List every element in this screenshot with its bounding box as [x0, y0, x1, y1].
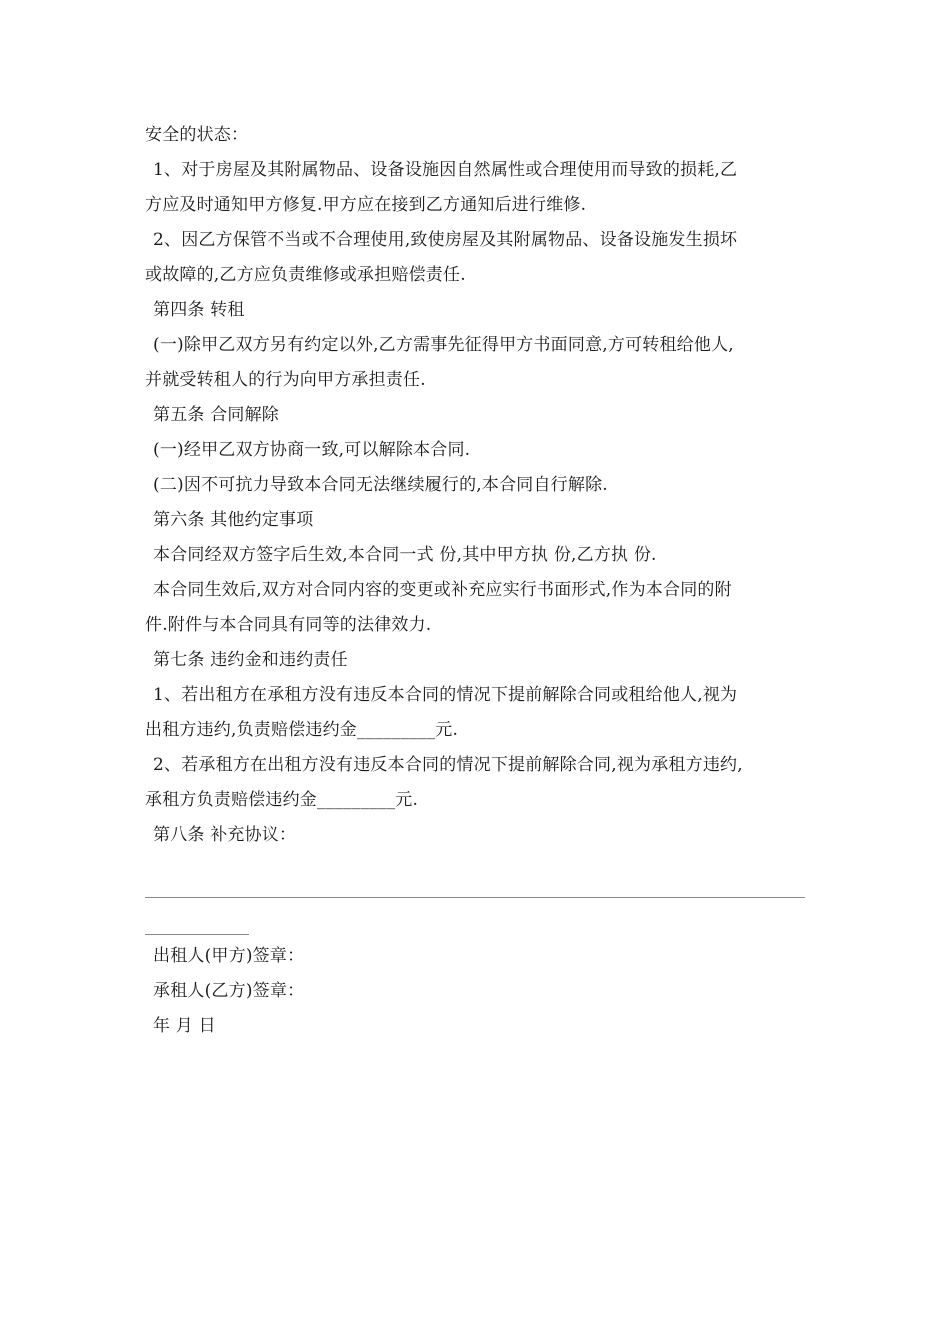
text-line: 安全的状态：: [145, 125, 249, 145]
date-label: 年 月 日: [153, 1016, 216, 1036]
text-line: (一)除甲乙双方另有约定以外,乙方需事先征得甲方书面同意,方可转租给他人,: [153, 335, 734, 355]
article-heading: 第七条 违约金和违约责任: [153, 650, 348, 670]
text-line: 并就受转租人的行为向甲方承担责任.: [145, 370, 426, 390]
text-line: 2、若承租方在出租方没有违反本合同的情况下提前解除合同,视为承租方违约,: [153, 755, 743, 775]
text-line: 承租方负责赔偿违约金_________元.: [145, 790, 419, 810]
text-line: 出租方违约,负责赔偿违约金_________元.: [145, 720, 459, 740]
article-heading: 第八条 补充协议：: [153, 825, 297, 845]
text-line: (一)经甲乙双方协商一致,可以解除本合同.: [153, 440, 471, 460]
text-line: (二)因不可抗力导致本合同无法继续履行的,本合同自行解除.: [153, 475, 608, 495]
article-heading: 第五条 合同解除: [153, 405, 280, 425]
lessor-signature-label: 出租人(甲方)签章：: [153, 946, 305, 966]
article-heading: 第六条 其他约定事项: [153, 510, 314, 530]
article-heading: 第四条 转租: [153, 300, 245, 320]
lessee-signature-label: 承租人(乙方)签章：: [153, 981, 305, 1001]
text-line: 1、对于房屋及其附属物品、设备设施因自然属性或合理使用而导致的损耗,乙: [153, 160, 738, 180]
text-line: 方应及时通知甲方修复.甲方应在接到乙方通知后进行维修.: [145, 195, 587, 215]
contract-page: [145, 118, 810, 1044]
text-line: 件.附件与本合同具有同等的法律效力.: [145, 615, 432, 635]
supplement-blank-line: [145, 897, 805, 898]
text-line: 1、若出租方在承租方没有违反本合同的情况下提前解除合同或租给他人,视为: [153, 685, 738, 705]
text-line: 本合同经双方签字后生效,本合同一式 份,其中甲方执 份,乙方执 份.: [153, 545, 657, 565]
supplement-blank-line-continued: [145, 934, 249, 935]
text-line: 2、因乙方保管不当或不合理使用,致使房屋及其附属物品、设备设施发生损坏: [153, 230, 738, 250]
text-line: 本合同生效后,双方对合同内容的变更或补充应实行书面形式,作为本合同的附: [153, 580, 732, 600]
text-line: 或故障的,乙方应负责维修或承担赔偿责任.: [145, 265, 466, 285]
spacer: [145, 853, 810, 887]
